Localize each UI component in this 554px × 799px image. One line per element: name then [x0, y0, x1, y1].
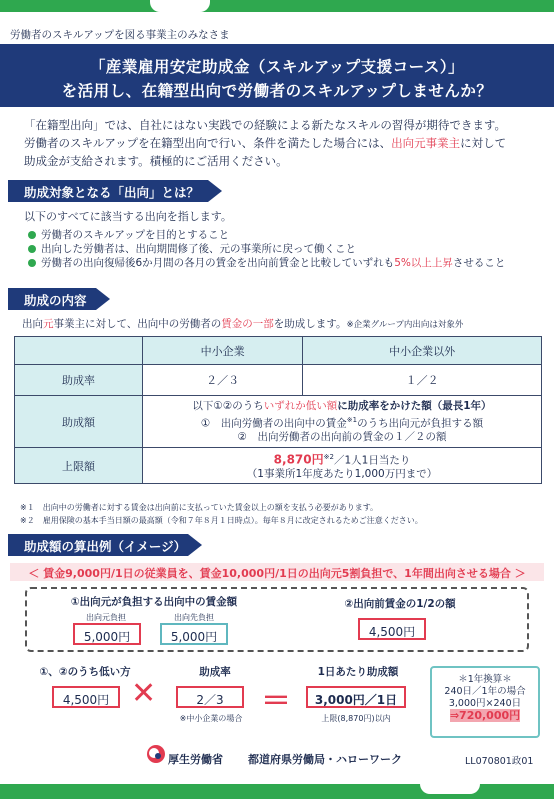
box2-title: ②出向前賃金の1/2の額 — [344, 598, 456, 610]
bullet-icon — [28, 245, 36, 253]
cell-text: のうち出向元が負担する額 — [357, 417, 484, 430]
calc-label-daily: 1日あたり助成額 — [317, 666, 399, 678]
footnote-mark: ※1 — [346, 415, 358, 424]
cell-text: 以下①②のうち — [192, 399, 264, 412]
table-row — [15, 396, 542, 448]
list-item-highlight: 5%以上上昇 — [394, 257, 453, 269]
list-item-text: 出向した労働者は、出向期間修了後、元の事業所に戻って働くこと — [41, 243, 356, 255]
annual-total: ⇒720,000円 — [449, 709, 521, 722]
intro-line-3: 助成金が支給されます。積極的にご活用ください。 — [24, 154, 288, 168]
lead-text: 出向 — [22, 318, 43, 330]
rate-small: ２／３ — [143, 365, 303, 396]
equals-icon: ＝ — [261, 684, 291, 719]
section-heading-content: 助成の内容 — [8, 288, 96, 310]
calc-note-rate: ※中小企業の場合 — [179, 714, 243, 723]
intro-paragraph — [24, 116, 534, 170]
column-header-small: 中小企業 — [143, 337, 303, 365]
box1-value-origin: 5,000円 — [73, 623, 141, 645]
multiply-icon: ✕ — [131, 676, 157, 711]
annual-conversion-box — [430, 666, 540, 738]
box2-value: 4,500円 — [358, 618, 426, 640]
box1-sublabel-2: 出向先負担 — [174, 613, 214, 622]
audience-label: 労働者のスキルアップを図る事業主のみなさま — [10, 29, 230, 41]
row-header-limit: 上限額 — [15, 448, 143, 484]
calc-note-daily: 上限(8,870円)以内 — [321, 714, 391, 723]
intro-text: 労働者のスキルアップを在籍型出向で行い、条件を満たした場合には、 — [24, 136, 392, 150]
content-lead — [22, 316, 463, 331]
limit-line-1 — [143, 450, 541, 468]
calc-value-daily: 3,000円／1日 — [306, 686, 406, 708]
column-header-other: 中小企業以外 — [303, 337, 542, 365]
amount-cell — [143, 396, 542, 448]
cell-highlight: いずれか低い額 — [263, 399, 338, 412]
title-line-1: 「産業雇用安定助成金（スキルアップ支援コース）」 — [89, 58, 465, 76]
lead-highlight: 元 — [43, 318, 54, 330]
bullet-icon — [28, 231, 36, 239]
box1-title: ①出向元が負担する出向中の賃金額 — [70, 596, 238, 608]
intro-line-1: 「在籍型出向」では、自社にはない実践での経験による新たなスキルの習得が期待できます。 — [24, 118, 506, 132]
calc-label-lower: ①、②のうち低い方 — [39, 666, 131, 678]
intro-text: に対して — [460, 136, 507, 150]
office-name: 都道府県労働局・ハローワーク — [248, 753, 402, 766]
amount-line-2 — [143, 413, 541, 431]
annual-line-2: 3,000円×240日 — [448, 698, 522, 709]
rate-other: １／２ — [303, 365, 542, 396]
lead-text: 事業主に対して、出向中の労働者の — [53, 318, 222, 330]
lead-highlight: 賃金の一部 — [221, 318, 274, 330]
ministry-name: 厚生労働省 — [168, 753, 223, 766]
list-item-text: させること — [452, 257, 506, 269]
calc-value-lower: 4,500円 — [52, 686, 120, 708]
section-heading-example: 助成額の算出例（イメージ） — [8, 534, 188, 556]
table-row — [15, 365, 542, 396]
footnote-1: ※１ 出向中の労働者に対する賃金は出向前に支払っていた賃金以上の額を支払う必要があります。 — [20, 503, 379, 512]
list-item — [28, 242, 505, 256]
calc-value-rate: 2／3 — [176, 686, 244, 708]
annual-title: ＊1年換算＊ — [458, 674, 512, 685]
eligibility-lead: 以下のすべてに該当する出向を指します。 — [24, 210, 232, 223]
subsidy-table — [14, 336, 542, 484]
lead-text: を助成します。 — [273, 318, 347, 330]
title-line-2: を活用し、在籍型出向で労働者のスキルアップしませんか？ — [61, 82, 493, 100]
list-item-text: 労働者のスキルアップを目的とすること — [41, 229, 230, 241]
row-header-rate: 助成率 — [15, 365, 143, 396]
footnotes — [20, 501, 423, 527]
intro-line-2 — [24, 134, 534, 152]
footnote-2: ※２ 雇用保険の基本手当日額の最高額（令和７年８月１日時点）。毎年８月に改定されるためご注意ください。 — [20, 516, 423, 525]
cell-text: に助成率をかけた額（最長1年） — [337, 399, 492, 412]
table-corner — [15, 337, 143, 365]
title-banner — [0, 44, 554, 107]
document-code: LL070801政01 — [465, 756, 534, 767]
table-row — [15, 448, 542, 484]
footnote-mark: ※2 — [323, 452, 334, 461]
intro-highlight: 出向元事業主 — [391, 136, 461, 150]
list-item — [28, 256, 505, 270]
bullet-icon — [28, 259, 36, 267]
calc-label-rate: 助成率 — [199, 666, 231, 678]
list-item — [28, 228, 505, 242]
cell-text: ① 出向労働者の出向中の賃金 — [200, 417, 347, 430]
eligibility-list — [28, 228, 505, 270]
amount-line-1 — [143, 399, 541, 413]
amount-line-3: ② 出向労働者の出向前の賃金の１／２の額 — [237, 431, 447, 444]
box1-sublabel-1: 出向元負担 — [86, 613, 126, 622]
bottom-decoration-bar — [0, 776, 554, 799]
lead-note: ※企業グループ内出向は対象外 — [346, 320, 464, 330]
box1-value-destination: 5,000円 — [160, 623, 228, 645]
list-item-text: 労働者の出向復帰後6か月間の各月の賃金を出向前賃金と比較していずれも — [41, 257, 395, 269]
limit-cell — [143, 448, 542, 484]
ministry-logo-icon — [146, 744, 166, 764]
annual-line-1: 240日／1年の場合 — [444, 686, 526, 697]
row-header-amount: 助成額 — [15, 396, 143, 448]
section-heading-eligibility: 助成対象となる「出向」とは？ — [8, 180, 208, 202]
top-decoration-bar — [0, 0, 554, 24]
table-row — [15, 337, 542, 365]
limit-value: 8,870円 — [273, 452, 324, 467]
example-condition-band: ＜ 賃金9,000円/1日の従業員を、賃金10,000円/1日の出向元5割負担で、1年間出向させる場合 ＞ — [10, 563, 544, 581]
limit-line-2: （1事業所1年度あたり1,000万円まで） — [246, 468, 438, 481]
cell-text: ／1人1日当たり — [333, 454, 411, 467]
